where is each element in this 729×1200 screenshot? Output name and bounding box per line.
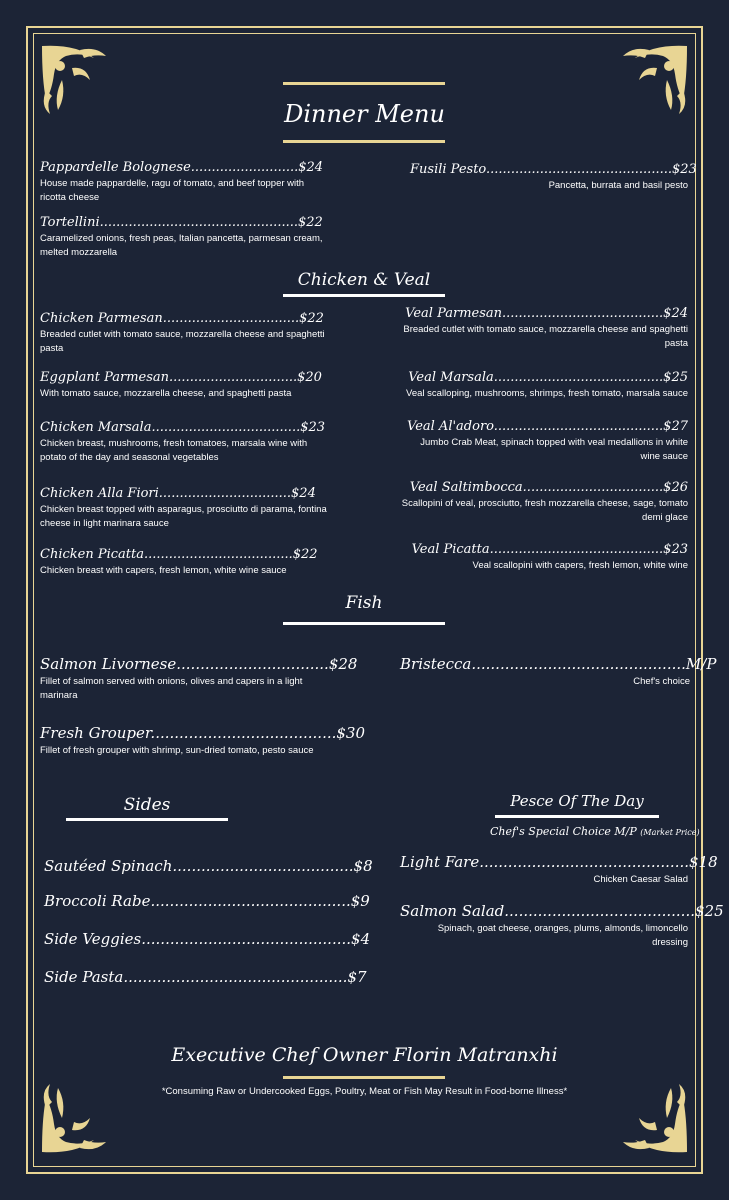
item-name: Pappardelle Bolognese..........................$24 (40, 160, 324, 175)
item-description: Breaded cutlet with tomato sauce, mozzarella cheese and spaghetti pasta (40, 329, 325, 354)
item-description: Fillet of salmon served with onions, olives and capers in a light marinara (40, 676, 303, 701)
item-name: Chicken Marsala....................................$23 (40, 420, 326, 435)
menu-item (40, 655, 358, 703)
item-description: Chef's choice (633, 676, 690, 687)
item-description: Chicken breast, mushrooms, fresh tomatoes, marsala wine with potato of the day and seasonal vegetables (40, 438, 308, 463)
special-choice (490, 825, 700, 838)
title-rule-top (283, 82, 445, 85)
item-description: Scallopini of veal, prosciutto, fresh mozzarella cheese, sage, tomato demi glace (401, 498, 688, 523)
item-description: Breaded cutlet with tomato sauce, mozzarella cheese and spaghetti pasta (403, 324, 688, 349)
item-name: Chicken Picatta....................................$22 (40, 547, 318, 562)
item-description: Veal scalloping, mushrooms, shrimps, fresh tomato, marsala sauce (406, 388, 688, 399)
side-item (44, 857, 373, 875)
section-rule (283, 622, 445, 625)
menu-item (40, 547, 330, 578)
menu-item (410, 162, 697, 193)
item-name: Chicken Parmesan.................................$22 (40, 311, 324, 326)
item-name: Salmon Salad........................................$25 (400, 902, 724, 920)
item-description: Veal scallopini with capers, fresh lemon, white wine (472, 560, 688, 571)
side-item (44, 968, 367, 986)
item-name: Light Fare............................................$18 (400, 853, 718, 871)
menu-item (40, 724, 366, 758)
item-name: Side Pasta...............................................$7 (44, 968, 367, 986)
item-description: Chicken Caesar Salad (593, 874, 688, 885)
item-name: Eggplant Parmesan...............................$20 (40, 370, 322, 385)
item-name: Side Veggies............................................$4 (44, 930, 371, 948)
item-name: Veal Picatta..........................................$23 (411, 542, 688, 557)
title-rule-bottom (283, 140, 445, 143)
menu-item (400, 306, 688, 351)
side-item (44, 892, 370, 910)
item-description: House made pappardelle, ragu of tomato, and beef topper with ricotta cheese (40, 178, 305, 203)
menu-item (40, 160, 330, 205)
item-description: Caramelized onions, fresh peas, Italian pancetta, parmesan cream, melted mozzarella (40, 233, 323, 258)
item-description: Chicken breast topped with asparagus, prosciutto di parama, fontina cheese in light marinara sauce (40, 504, 327, 529)
page-title: Dinner Menu (284, 100, 445, 128)
section-title-pesce: Pesce Of The Day (510, 792, 644, 810)
menu-item (40, 370, 330, 401)
section-rule (66, 818, 228, 821)
item-name: Fusili Pesto.............................................$23 (410, 162, 697, 177)
footer-rule (283, 1076, 445, 1079)
section-rule (495, 815, 659, 818)
section-title-fish: Fish (345, 593, 383, 613)
health-warning: *Consuming Raw or Undercooked Eggs, Poultry, Meat or Fish May Result in Food-borne Illness* (161, 1086, 568, 1097)
chef-credit: Executive Chef Owner Florin Matranxhi (171, 1044, 558, 1066)
item-name: Veal Marsala.........................................$25 (408, 370, 688, 385)
item-name: Veal Parmesan.......................................$24 (405, 306, 688, 321)
item-name: Sautéed Spinach......................................$8 (44, 857, 373, 875)
item-description: Chicken breast with capers, fresh lemon, white wine sauce (40, 565, 287, 576)
menu-item (40, 420, 330, 465)
special-label: Chef's Special Choice M/P (490, 825, 637, 838)
menu-item (400, 853, 718, 887)
menu-item (40, 486, 330, 531)
item-description: Fillet of fresh grouper with shrimp, sun-dried tomato, pesto sauce (40, 745, 314, 756)
item-name: Chicken Alla Fiori................................$24 (40, 486, 316, 501)
item-description: Spinach, goat cheese, oranges, plums, almonds, limoncello dressing (437, 923, 688, 948)
market-price-note: (Market Price) (640, 828, 700, 837)
item-name: Tortellini................................................$22 (40, 215, 323, 230)
item-name: Bristecca.............................................M/P (400, 655, 717, 673)
item-name: Salmon Livornese................................$28 (40, 655, 358, 673)
menu-item (400, 902, 724, 950)
item-name: Veal Saltimbocca..................................$26 (409, 480, 688, 495)
menu-item (400, 542, 688, 573)
side-item (44, 930, 370, 948)
item-description: Jumbo Crab Meat, spinach topped with veal medallions in white wine sauce (420, 437, 688, 462)
item-name: Broccoli Rabe..........................................$9 (44, 892, 370, 910)
menu-item (400, 419, 688, 464)
menu-item (400, 480, 688, 525)
menu-item (400, 370, 688, 401)
item-name: Fresh Grouper.......................................$30 (40, 724, 366, 742)
menu-item (40, 311, 330, 356)
section-title-sides: Sides (123, 795, 171, 815)
section-rule (283, 294, 445, 297)
item-name: Veal Al'adoro.........................................$27 (407, 419, 688, 434)
section-title-chicken-veal: Chicken & Veal (297, 270, 431, 290)
item-description: With tomato sauce, mozzarella cheese, and spaghetti pasta (40, 388, 292, 399)
menu-item (40, 215, 330, 260)
item-description: Pancetta, burrata and basil pesto (548, 180, 688, 191)
menu-item (400, 655, 717, 689)
